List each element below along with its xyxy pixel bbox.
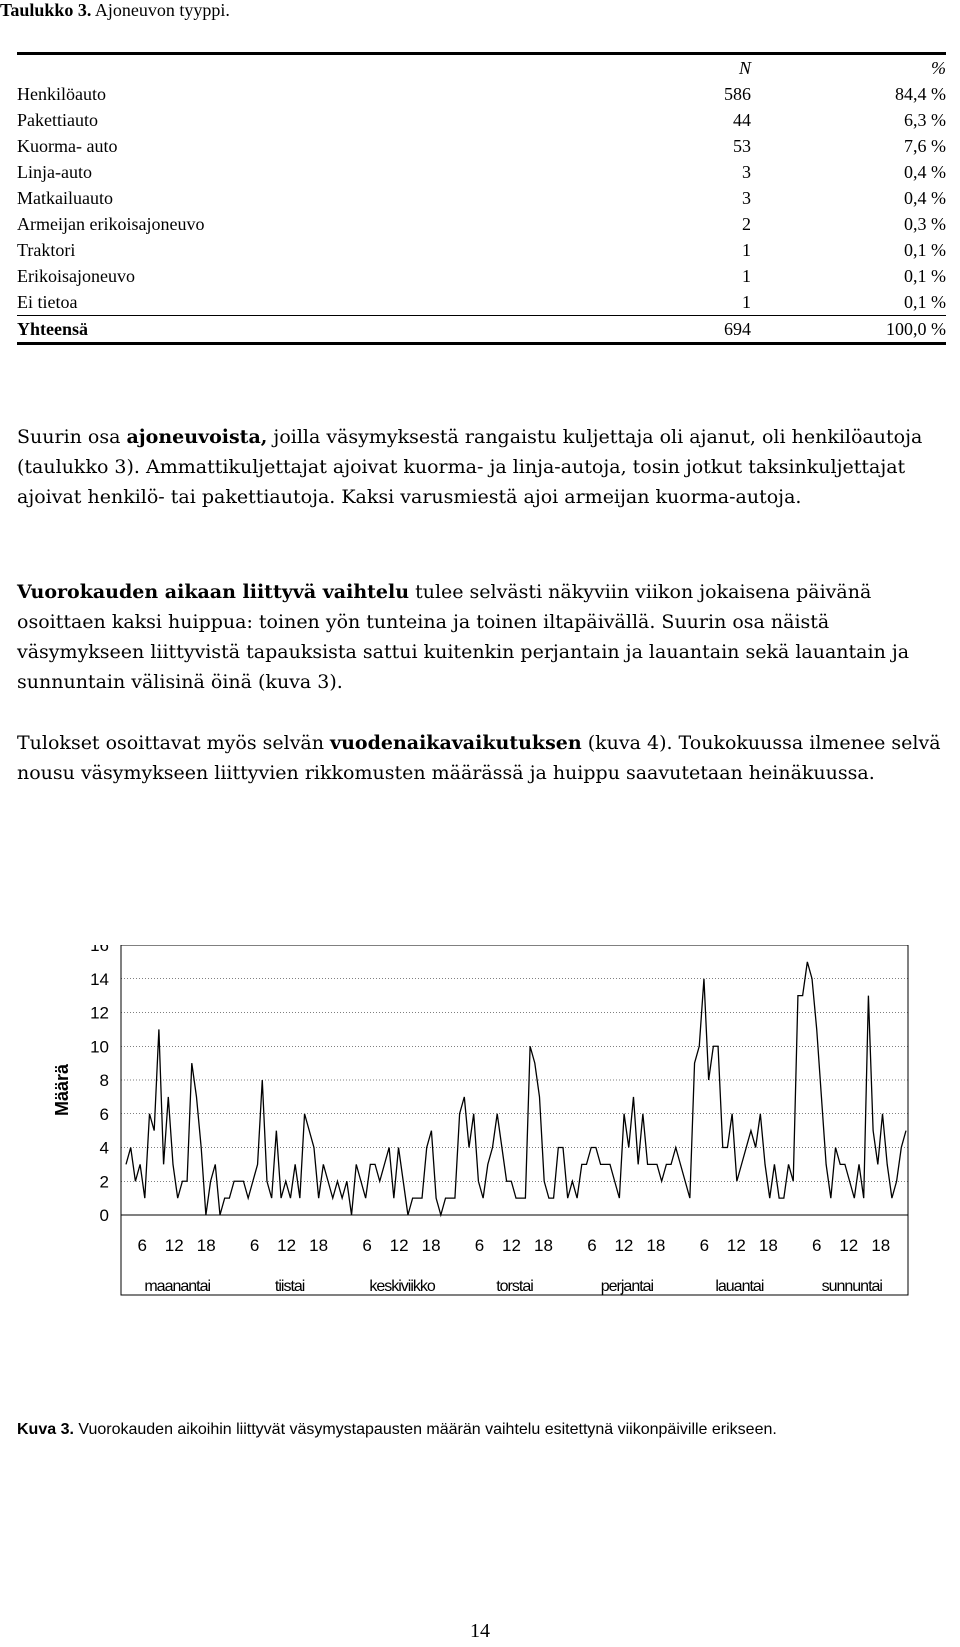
row-pct: 7,6 % [904,136,946,156]
figure-caption [17,1420,947,1440]
row-name: Matkailuauto [17,188,113,208]
x-hour-tick-label: 6 [249,1236,260,1255]
table-caption-text: Ajoneuvon tyyppi. [91,0,230,20]
row-n: 53 [733,136,751,156]
table-row [17,211,946,237]
y-tick-label: 2 [99,1172,109,1192]
row-n: 2 [742,214,751,234]
p1-text-a: Suurin osa [17,426,127,448]
y-tick-label: 14 [90,969,109,989]
row-name: Traktori [17,240,76,260]
figure-caption-text: Vuorokauden aikoihin liittyvät väsymystapausten määrän vaihtelu esitettynä viikonpäiville erikseen. [73,1421,777,1438]
y-tick-label: 10 [90,1037,109,1057]
p3-text-c: (kuva 4). Toukokuussa ilmenee selvä nousu väsymykseen liittyvien rikkomusten määrässä ja huippu saavutetaan heinäkuussa. [17,732,941,784]
table-row [17,159,946,185]
x-day-label: torstai [496,1278,533,1295]
row-pct: 6,3 % [904,110,946,130]
table-row [17,289,946,315]
x-hour-tick-label: 6 [137,1236,147,1255]
x-hour-tick-label: 12 [164,1236,184,1255]
table-total-row [17,315,946,342]
row-pct: 0,4 % [904,188,946,208]
table-caption-label: Taulukko 3. [0,0,92,20]
x-hour-tick-label: 12 [277,1236,297,1255]
row-n: 586 [724,84,751,104]
row-name: Linja-auto [17,162,92,182]
x-hour-tick-label: 12 [726,1236,746,1255]
y-tick-label: 0 [99,1206,109,1225]
row-name: Erikoisajoneuvo [17,266,135,286]
p3-bold: vuodenaikavaikutuksen [330,732,582,754]
p1-bold: ajoneuvoista, [126,426,268,448]
x-hour-tick-label: 12 [389,1236,409,1255]
table-body [17,81,946,315]
table-row [17,237,946,263]
x-hour-tick-label: 18 [309,1236,329,1255]
row-n: 1 [742,292,751,312]
x-hour-tick-label: 18 [758,1236,778,1255]
x-hour-tick-label: 6 [362,1236,372,1255]
header-n: N [738,58,751,78]
y-tick-label: 8 [99,1071,109,1090]
total-label: Yhteensä [17,319,88,339]
p2-bold: Vuorokauden aikaan liittyvä vaihtelu [17,581,410,603]
paragraph-seasonal [17,728,947,788]
table-row [17,81,946,107]
paragraph-time-of-day [17,577,947,697]
row-name: Kuorma- auto [17,136,118,156]
row-name: Henkilöauto [17,84,106,104]
table-row [17,185,946,211]
page-number: 14 [470,1620,490,1642]
header-pct: % [931,58,946,78]
row-name: Ei tietoa [17,292,78,312]
row-n: 3 [742,162,751,182]
chart-svg [0,945,960,1335]
row-pct: 0,1 % [904,240,946,260]
x-hour-tick-label: 6 [474,1236,485,1255]
row-pct: 84,4 % [895,84,946,104]
row-n: 3 [742,188,751,208]
total-pct: 100,0 % [886,319,946,339]
x-hour-tick-label: 18 [871,1236,891,1255]
table-caption [0,0,230,20]
series-line [126,962,906,1215]
x-hour-tick-label: 6 [587,1236,597,1255]
x-hour-tick-label: 18 [646,1236,666,1255]
row-name: Armeijan erikoisajoneuvo [17,214,205,234]
x-day-label: sunnuntai [821,1278,882,1295]
p1-text-c: joilla väsymyksestä rangaistu kuljettaja oli ajanut, oli henkilöautoja (taulukko 3). Ammattikuljettajat ajoivat kuorma- ja linja-autoja, tosin jotkut taksinkuljettajat ajoivat henkilö- tai pakettiautoja. Kaksi varusmiestä ajoi armeijan kuorma-autoja. [17,426,923,508]
weekday-hour-chart [0,945,960,1335]
y-tick-label: 16 [90,945,109,955]
x-hour-tick-label: 18 [196,1236,216,1255]
p3-text-a: Tulokset osoittavat myös selvän [17,732,331,754]
row-pct: 0,4 % [904,162,946,182]
vehicle-type-table [17,52,946,345]
x-hour-tick-label: 12 [502,1236,521,1255]
y-tick-label: 12 [90,1003,109,1023]
x-hour-tick-label: 12 [839,1236,859,1255]
row-n: 44 [733,110,751,130]
y-tick-label: 6 [99,1104,109,1124]
row-n: 1 [742,266,751,286]
p2-text-c: tulee selvästi näkyviin viikon jokaisena päivänä osoittaen kaksi huippua: toinen yön tunteina ja toinen iltapäivällä. Suurin osa näistä väsymykseen liittyvistä tapauksista sattui kuitenkin perjantain ja lauantain sekä lauantain ja sunnuntain välisinä öinä (kuva 3). [17,581,910,693]
y-tick-label: 4 [99,1138,109,1158]
row-pct: 0,3 % [904,214,946,234]
x-day-label: tiistai [274,1278,305,1295]
row-pct: 0,1 % [904,266,946,286]
x-hour-tick-label: 18 [421,1236,441,1255]
table-row [17,133,946,159]
row-name: Pakettiauto [17,110,98,130]
x-hour-tick-label: 12 [614,1236,634,1255]
table-row [17,107,946,133]
total-n: 694 [724,319,751,339]
x-day-label: perjantai [600,1278,654,1295]
figure-caption-label: Kuva 3. [17,1421,74,1438]
x-day-label: lauantai [715,1278,764,1295]
table-row [17,263,946,289]
row-pct: 0,1 % [904,292,946,312]
paragraph-vehicles [17,422,947,512]
x-day-label: keskiviikko [369,1278,435,1295]
row-n: 1 [742,240,751,260]
y-axis-title: Määrä [52,1063,72,1117]
x-hour-tick-label: 6 [812,1236,822,1255]
x-hour-tick-label: 6 [699,1236,710,1255]
x-hour-tick-label: 18 [534,1236,553,1255]
x-day-label: maanantai [144,1278,211,1295]
table-header-row [17,55,946,81]
